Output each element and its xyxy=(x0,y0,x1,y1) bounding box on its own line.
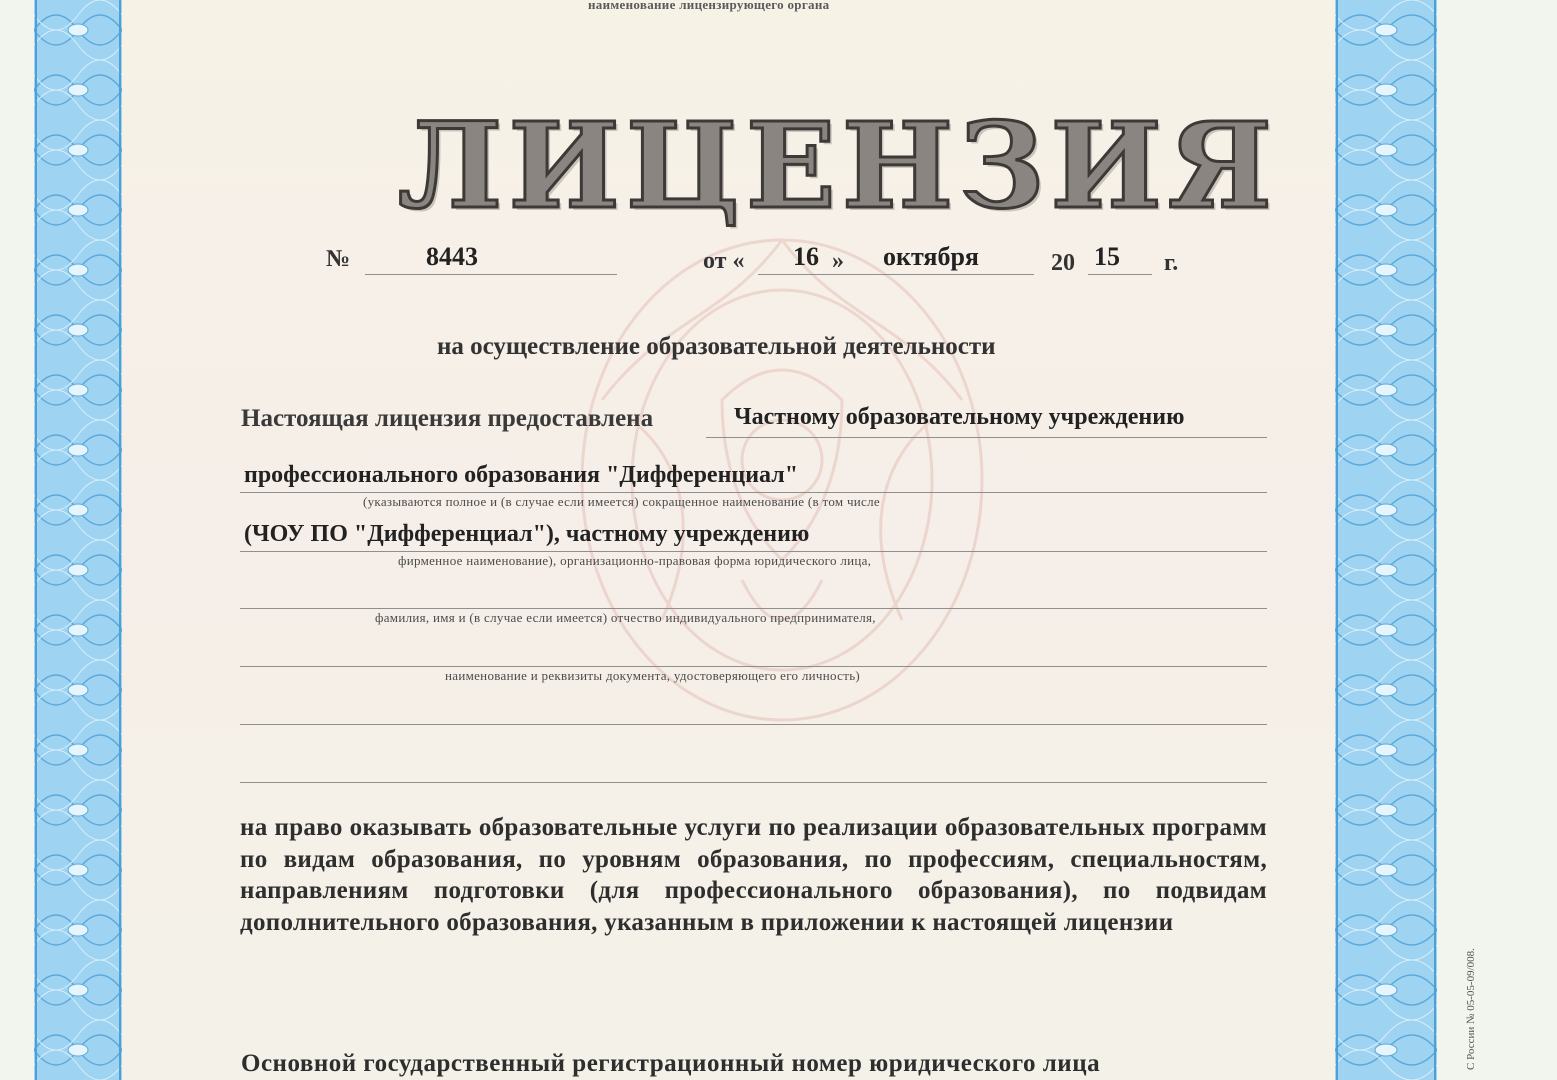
date-month: октября xyxy=(883,242,980,271)
document-title: ЛИЦЕНЗИЯ xyxy=(398,96,1278,235)
date-from-label: от « xyxy=(703,248,745,274)
grantee-underline-1 xyxy=(706,437,1267,438)
license-number: 8443 xyxy=(426,242,478,271)
caption-1: (указываются полное и (в случае если имеется) сокращенное наименование (в том числе xyxy=(363,494,880,509)
ogrn-label: Основной государственный регистрационный номер юридического лица xyxy=(241,1050,1101,1077)
date-day: 16 xyxy=(793,242,819,271)
year-underline xyxy=(1088,274,1152,275)
grantee-name-line-2: профессионального образования "Дифференциал" xyxy=(244,462,799,488)
grantee-underline-3 xyxy=(240,551,1267,552)
rights-paragraph: на право оказывать образовательные услуги по реализации образовательных программ по видам образования, по уровням образования, по профессиям, специальностям, направлениям подготовки (для профессионального образования), по подвидам дополнительного образования, указанным в приложении к настоящей лицензии xyxy=(240,814,1267,936)
grantee-name-line-1: Частному образовательному учреждению xyxy=(734,404,1185,430)
blank-underline-2 xyxy=(240,666,1267,667)
blank-underline-1 xyxy=(240,608,1267,609)
day-close-quote: » xyxy=(832,248,844,274)
blank-underline-3 xyxy=(240,724,1267,725)
right-guilloche-border xyxy=(1335,0,1437,1080)
caption-2: фирменное наименование), организационно-правовая форма юридического лица, xyxy=(398,553,872,568)
caption-3: фамилия, имя и (в случае если имеется) отчество индивидуального предпринимателя, xyxy=(375,610,876,625)
grantee-name-line-3: (ЧОУ ПО "Дифференциал"), частному учреждению xyxy=(244,521,810,547)
grantee-label: Настоящая лицензия предоставлена xyxy=(241,405,654,432)
date-year: 15 xyxy=(1094,242,1120,271)
number-sign: № xyxy=(326,246,351,272)
day-underline xyxy=(758,274,866,275)
authority-caption: наименование лицензирующего органа xyxy=(588,0,830,12)
grantee-underline-2 xyxy=(240,492,1267,493)
caption-4: наименование и реквизиты документа, удостоверяющего его личность) xyxy=(445,668,861,683)
form-print-code: С России № 05-05-09/008. xyxy=(1465,948,1477,1070)
license-purpose: на осуществление образовательной деятельности xyxy=(437,333,996,360)
year-prefix: 20 xyxy=(1051,250,1075,276)
year-mark: г. xyxy=(1164,250,1179,276)
month-underline xyxy=(866,274,1034,275)
left-guilloche-border xyxy=(34,0,122,1080)
number-underline xyxy=(365,274,617,275)
blank-underline-4 xyxy=(240,782,1267,783)
